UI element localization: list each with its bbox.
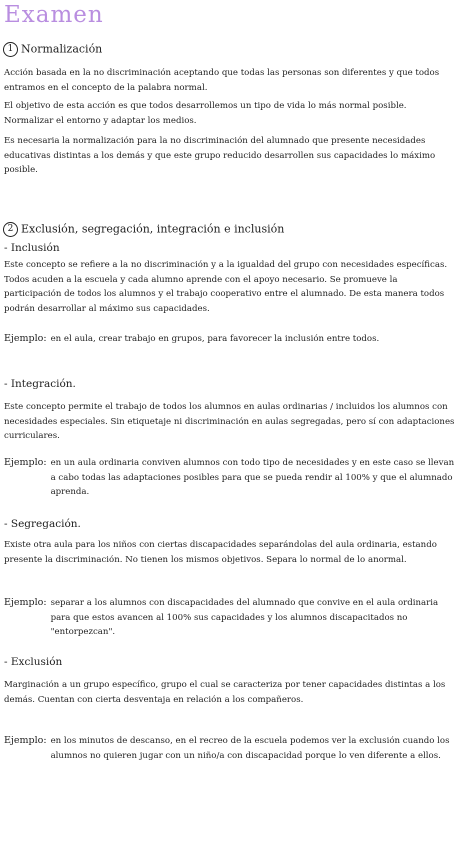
segregacion-label: - Segregación. <box>4 518 81 530</box>
normalizacion-paragraph-1: Acción basada en la no discriminación aceptando que todas las personas son diferentes y que todos entramos en el concepto de la palabra normal. <box>4 68 440 93</box>
segregacion-example-text: separar a los alumnos con discapacidades del alumnado que convive en el aula ordinaria para que estos avancen al 100% sus capacidades y los alumnos discapacitados no "entorpezcan". <box>50 598 439 637</box>
integracion-example <box>4 456 456 500</box>
section-number-badge: 2 <box>3 222 18 237</box>
section-2-heading <box>3 222 284 237</box>
example-label: Ejemplo: <box>4 457 47 468</box>
inclusion-text: Este concepto se refiere a la no discriminación y a la igualdad del grupo con necesidades específicas. Todos acuden a la escuela y cada alumno aprende con el apoyo necesario. Se promueve la participación de todos los alumnos y el trabajo cooperativo entre el alumnado. De esta manera todos podrán desarrollar al máximo sus capacidades. <box>4 260 448 314</box>
example-label: Ejemplo: <box>4 735 47 746</box>
exclusion-label: - Exclusión <box>4 656 63 668</box>
integracion-label: - Integración. <box>4 378 76 390</box>
exclusion-text: Marginación a un grupo específico, grupo el cual se caracteriza por tener capacidades distintas a los demás. Cuentan con cierta desventaja en relación a los compañeros. <box>4 680 446 705</box>
section-2-title: Exclusión, segregación, integración e inclusión <box>21 222 285 236</box>
segregacion-text: Existe otra aula para los niños con ciertas discapacidades separándolas del aula ordinaria, estando presente la discriminación. No tienen los mismos objetivos. Separa lo normal de lo anormal. <box>4 540 437 565</box>
section-1-title: Normalización <box>21 42 103 56</box>
exclusion-example <box>4 734 456 763</box>
example-label: Ejemplo: <box>4 597 47 608</box>
inclusion-example <box>4 332 456 347</box>
integracion-example-text: en un aula ordinaria conviven alumnos con todo tipo de necesidades y en este caso se llevan a cabo todas las adaptaciones posibles para que se pueda rendir al 100% y que el alumnado aprenda. <box>50 458 455 497</box>
page-title: Examen <box>4 2 104 28</box>
inclusion-example-text: en el aula, crear trabajo en grupos, para favorecer la inclusión entre todos. <box>50 334 380 344</box>
segregacion-example <box>4 596 456 640</box>
section-1-heading <box>3 42 102 57</box>
exclusion-example-text: en los minutos de descanso, en el recreo de la escuela podemos ver la exclusión cuando los alumnos no quieren jugar con un niño/a con discapacidad porque lo ven diferente a ellos. <box>50 736 450 761</box>
normalizacion-paragraph-2: El objetivo de esta acción es que todos desarrollemos un tipo de vida lo más normal posible. Normalizar el entorno y adaptar los medios. <box>4 101 407 126</box>
normalizacion-paragraph-3: Es necesaria la normalización para la no discriminación del alumnado que presente necesidades educativas distintas a los demás y que este grupo reducido desarrollen sus capacidades lo máximo posible. <box>4 136 436 175</box>
example-label: Ejemplo: <box>4 333 47 344</box>
section-number-badge: 1 <box>3 42 18 57</box>
inclusion-label: - Inclusión <box>4 242 60 254</box>
integracion-text: Este concepto permite el trabajo de todos los alumnos en aulas ordinarias / incluidos los alumnos con necesidades especiales. Sin etiquetaje ni discriminación en aulas segregadas, pero sí con adaptaciones curriculares. <box>4 402 455 441</box>
